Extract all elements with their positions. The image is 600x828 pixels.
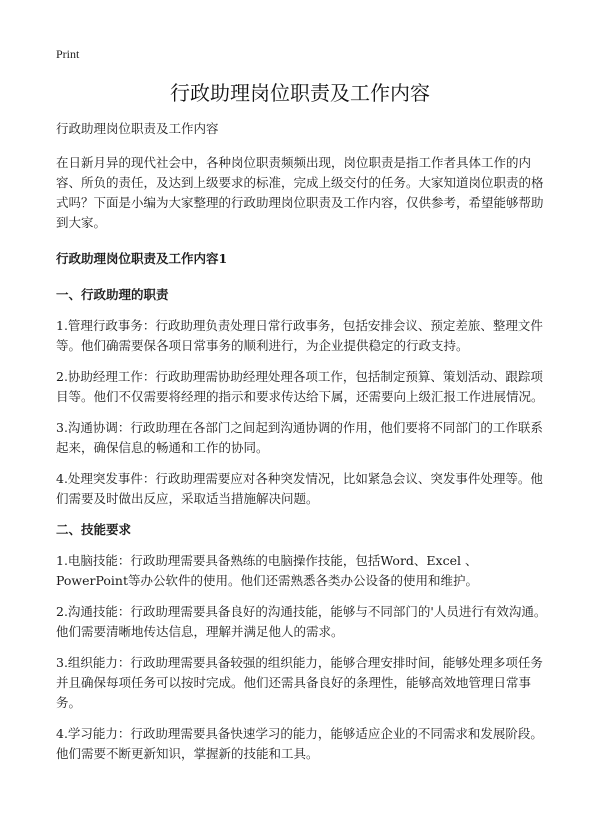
group-title: 行政助理岗位职责及工作内容1 — [56, 251, 228, 266]
duty-item: 2.协助经理工作：行政助理需协助经理处理各项工作，包括制定预算、策划活动、跟踪项目等。他们不仅需要将经理的指示和要求传达给下属，还需要向上级汇报工作进展情况。 — [56, 369, 544, 404]
duty-item: 4.处理突发事件：行政助理需要应对各种突发情况，比如紧急会议、突发事件处理等。他们需要及时做出反应，采取适当措施解决问题。 — [56, 471, 543, 506]
document-title: 行政助理岗位职责及工作内容 — [170, 81, 430, 105]
section-skills — [56, 520, 548, 764]
skill-item: 2.沟通技能：行政助理需要具备良好的沟通技能，能够与不同部门的'人员进行有效沟通。他们需要清晰地传达信息，理解并满足他人的需求。 — [56, 604, 547, 639]
duty-item: 3.沟通协调：行政助理在各部门之间起到沟通协调的作用，他们要将不同部门的工作联系起来，确保信息的畅通和工作的协同。 — [56, 420, 543, 455]
section-duties — [56, 285, 548, 509]
document-body — [56, 119, 548, 775]
skill-item: 3.组织能力：行政助理需要具备较强的组织能力，能够合理安排时间，能够处理多项任务并且确保每项任务可以按时完成。他们还需具备良好的条理性，能够高效地管理日常事务。 — [56, 655, 543, 710]
duty-item: 1.管理行政事务：行政助理负责处理日常行政事务，包括安排会议、预定差旅、整理文件等。他们确需要保各项日常事务的顺利进行，为企业提供稳定的行政支持。 — [56, 318, 543, 353]
section-heading-skills: 二、技能要求 — [56, 522, 132, 537]
section-heading-duties: 一、行政助理的职责 — [56, 287, 169, 302]
skill-item: 4.学习能力：行政助理需要具备快速学习的能力，能够适应企业的不同需求和发展阶段。他们需要不断更新知识，掌握新的技能和工具。 — [56, 726, 543, 761]
document-subtitle: 行政助理岗位职责及工作内容 — [56, 121, 219, 136]
intro-paragraph: 在日新月异的现代社会中，各种岗位职责频频出现，岗位职责是指工作者具体工作的内容、所负的责任，及达到上级要求的标准，完成上级交付的任务。大家知道岗位职责的格式吗？下面是小编为大家整理的行政助理岗位职责及工作内容，仅供参考，希望能够帮助到大家。 — [56, 155, 544, 230]
skill-item: 1.电脑技能：行政助理需要具备熟练的电脑操作技能，包括Word、Excel 、PowerPoint等办公软件的使用。他们还需熟悉各类办公设备的使用和维护。 — [56, 553, 479, 588]
print-link[interactable]: Print — [56, 47, 80, 61]
